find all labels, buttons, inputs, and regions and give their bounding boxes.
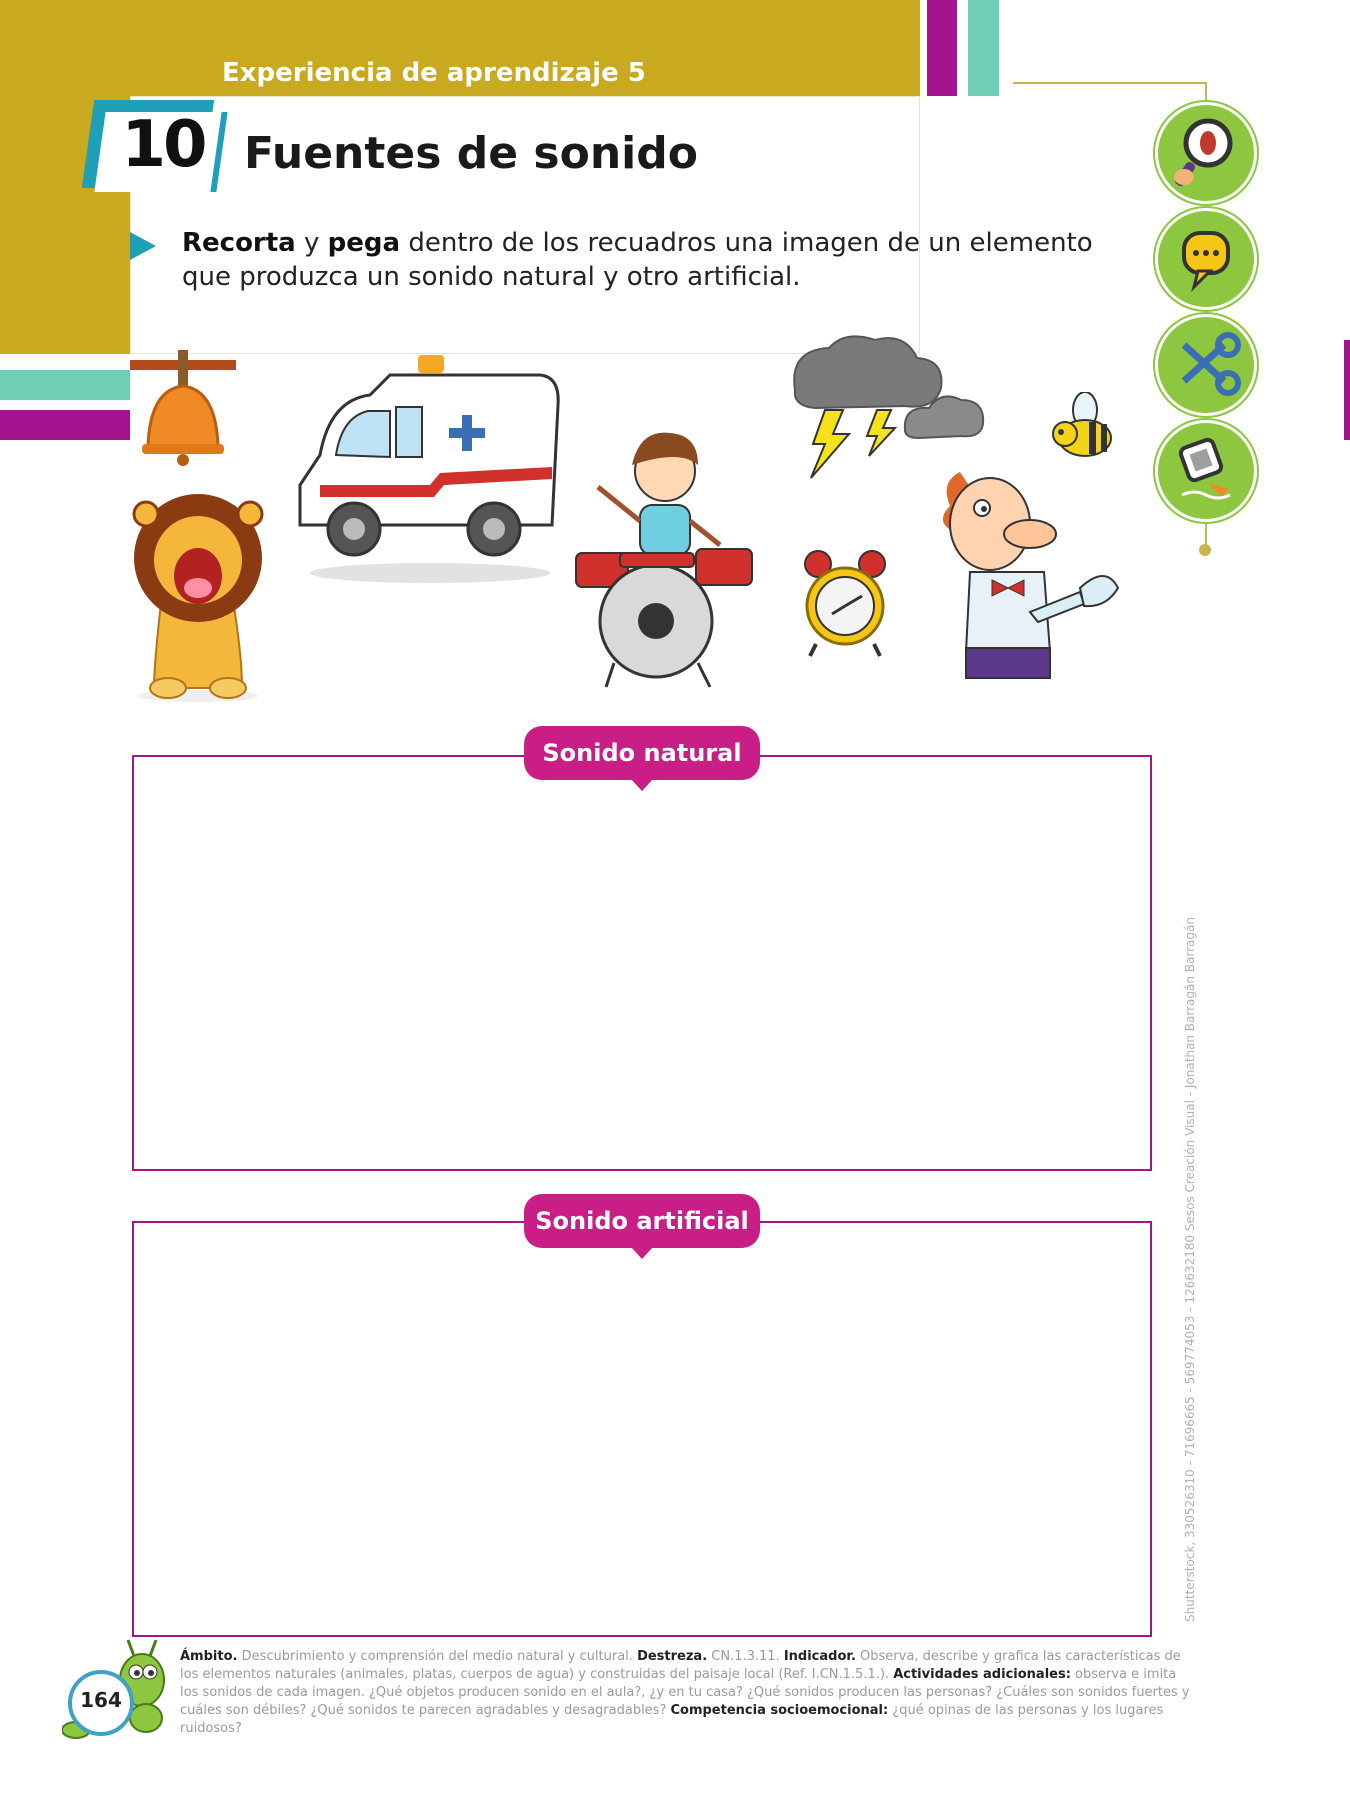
- artificial-label-tail: [631, 1247, 653, 1259]
- teal-stripe: [968, 0, 999, 96]
- instruction-bold-recorta: Recorta: [182, 228, 296, 258]
- drummer-boy-picture: [570, 425, 760, 695]
- image-credit: [1180, 917, 1200, 1640]
- lesson-number: 10: [121, 108, 205, 182]
- artificial-sound-box[interactable]: [132, 1221, 1152, 1637]
- edge-stripe: [1344, 340, 1350, 440]
- icon-connector-line: [1013, 82, 1206, 84]
- instruction-text-1: y: [295, 228, 328, 258]
- ambulance-picture: [290, 345, 560, 585]
- natural-sound-label: Sonido natural: [524, 726, 760, 780]
- man-whistling-picture: [920, 462, 1145, 692]
- instruction-bold-pega: pega: [327, 228, 401, 258]
- alarm-clock-picture: [800, 548, 890, 658]
- footer-competencia-text: ¿qué opinas de las personas y los lugares ruidosos?: [180, 1703, 1164, 1736]
- magnifier-icon: [1155, 102, 1257, 204]
- instruction-text: [182, 226, 1122, 294]
- speech-bubble-icon: [1155, 208, 1257, 310]
- instruction-text-2: dentro de los recuadros una imagen de un elemento que produzca un sonido natural y otro artificial.: [182, 228, 1093, 292]
- footer-ambito-label: Ámbito.: [180, 1649, 238, 1664]
- natural-sound-box[interactable]: [132, 755, 1152, 1171]
- page-number: 164: [80, 1688, 122, 1712]
- storm-cloud-picture: [785, 330, 995, 480]
- experience-label: Experiencia de aprendizaje 5: [222, 58, 646, 88]
- page-title: Fuentes de sonido: [244, 128, 698, 179]
- image-credit-text: Shutterstock, 330526310 - 71696665 - 569774053 - 126632180 Sesos Creación Visual - Jonathan Barragán Barragán: [1183, 917, 1197, 1622]
- footer-indicador-text: Observa, describe y grafica las características de los elementos naturales (animales, platas, cuerpos de agua) y construidas del paisaje local (Ref. I.CN.1.5.1.).: [180, 1649, 1181, 1682]
- magenta-stripe-left: [0, 410, 130, 440]
- footer-notes: [180, 1648, 1190, 1738]
- footer-destreza-text: CN.1.3.11.: [707, 1649, 784, 1664]
- magenta-stripe: [927, 0, 957, 96]
- scissors-icon: [1155, 314, 1257, 416]
- footer-indicador-label: Indicador.: [783, 1649, 856, 1664]
- artificial-sound-label: Sonido artificial: [524, 1194, 760, 1248]
- bell-picture: [128, 350, 238, 466]
- footer-destreza-label: Destreza.: [637, 1649, 708, 1664]
- glue-icon: [1155, 420, 1257, 522]
- footer-actividades-label: Actividades adicionales:: [893, 1667, 1071, 1682]
- footer-actividades-text: observa e imita los sonidos de cada imagen. ¿Qué objetos producen sonido en el aula?, ¿y en tu casa? ¿Qué sonidos producen las personas? ¿Cuáles son sonidos fuertes y cuáles son débiles? ¿Qué sonidos te parecen agradables y desagradables?: [180, 1667, 1190, 1718]
- icon-connector-dot: [1199, 544, 1211, 556]
- footer-ambito-text: Descubrimiento y comprensión del medio natural y cultural.: [237, 1649, 638, 1664]
- footer-competencia-label: Competencia socioemocional:: [670, 1703, 889, 1718]
- bullet-triangle-icon: [130, 232, 156, 260]
- natural-label-tail: [631, 779, 653, 791]
- lion-picture: [128, 484, 268, 704]
- bee-picture: [1045, 392, 1121, 464]
- teal-stripe-left: [0, 370, 130, 400]
